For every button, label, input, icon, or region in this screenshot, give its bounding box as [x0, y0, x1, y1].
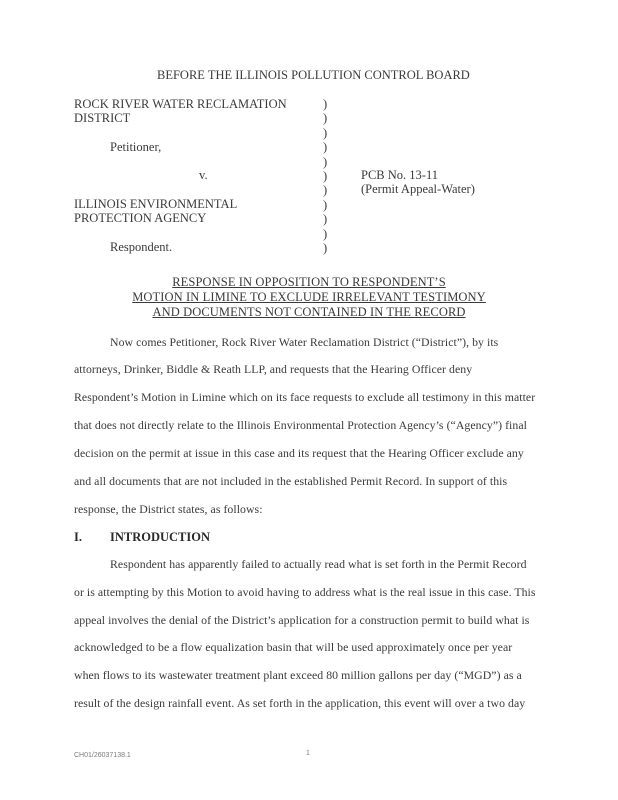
- petitioner-name-line1: ROCK RIVER WATER RECLAMATION: [74, 97, 287, 111]
- intro-paragraph-line: Respondent’s Motion in Limine which on its face requests to exclude all testimony in this matter: [74, 390, 536, 404]
- versus-label: v.: [199, 168, 208, 182]
- petitioner-name-line2: DISTRICT: [74, 111, 131, 125]
- section-paragraph-line: when flows to its wastewater treatment plant exceed 80 million gallons per day (“MGD”) as a: [74, 668, 522, 682]
- intro-paragraph-line: Now comes Petitioner, Rock River Water Reclamation District (“District”), by its: [110, 335, 499, 349]
- section-number: I.: [74, 530, 82, 544]
- intro-paragraph-line: and all documents that are not included in the established Permit Record. In support of this: [74, 474, 508, 488]
- case-number: PCB No. 13-11: [361, 168, 438, 182]
- section-paragraph-line: Respondent has apparently failed to actually read what is set forth in the Permit Record: [110, 557, 527, 571]
- caption-paren: ): [323, 183, 328, 198]
- caption-paren: ): [323, 125, 328, 140]
- caption-paren: ): [323, 111, 328, 126]
- document-id: CH01/26037138.1: [74, 752, 131, 759]
- caption-paren: ): [323, 240, 328, 255]
- page-number: 1: [306, 750, 310, 757]
- case-type: (Permit Appeal-Water): [361, 182, 475, 196]
- document-title: BEFORE THE ILLINOIS POLLUTION CONTROL BOARD: [157, 68, 470, 82]
- caption-paren: ): [323, 140, 328, 155]
- intro-paragraph-line: that does not directly relate to the Illinois Environmental Protection Agency’s (“Agency”) final: [74, 418, 527, 432]
- section-paragraph-line: appeal involves the denial of the District’s application for a construction permit to build what is: [74, 613, 530, 627]
- section-paragraph-line: result of the design rainfall event. As set forth in the application, this event will over a two day: [74, 696, 526, 710]
- respondent-name-line2: PROTECTION AGENCY: [74, 211, 207, 225]
- motion-heading-line2: MOTION IN LIMINE TO EXCLUDE IRRELEVANT TESTIMONY: [132, 290, 486, 304]
- intro-paragraph-line: decision on the permit at issue in this case and its request that the Hearing Officer exclude any: [74, 446, 524, 460]
- caption-paren: ): [323, 197, 328, 212]
- petitioner-role: Petitioner,: [110, 140, 162, 154]
- caption-paren-column: [323, 97, 327, 255]
- caption-paren: ): [323, 168, 328, 183]
- motion-heading-line3: AND DOCUMENTS NOT CONTAINED IN THE RECORD: [152, 305, 466, 319]
- caption-paren: ): [323, 226, 328, 241]
- intro-paragraph-line: attorneys, Drinker, Biddle & Reath LLP, and requests that the Hearing Officer deny: [74, 362, 473, 376]
- section-title: INTRODUCTION: [110, 530, 211, 544]
- respondent-role: Respondent.: [110, 240, 173, 254]
- caption-paren: ): [323, 154, 328, 169]
- section-paragraph-line: or is attempting by this Motion to avoid having to address what is the real issue in this case. This: [74, 585, 536, 599]
- caption-paren: ): [323, 212, 328, 227]
- section-paragraph-line: acknowledged to be a flow equalization basin that will be used approximately once per year: [74, 640, 513, 654]
- intro-paragraph-line: response, the District states, as follows:: [74, 502, 263, 516]
- motion-heading-line1: RESPONSE IN OPPOSITION TO RESPONDENT’S: [172, 275, 446, 289]
- respondent-name-line1: ILLINOIS ENVIRONMENTAL: [74, 197, 238, 211]
- caption-paren: ): [323, 97, 328, 111]
